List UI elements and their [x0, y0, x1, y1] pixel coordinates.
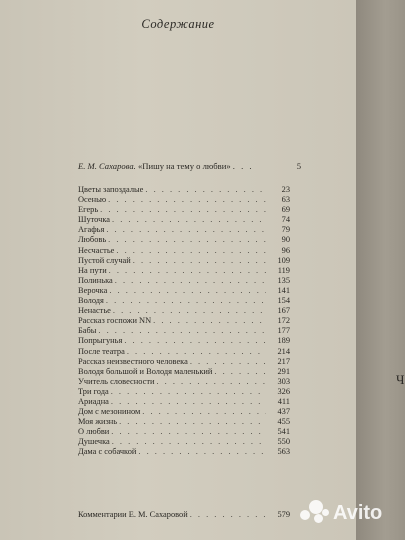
- toc-entry-page: 69: [281, 205, 290, 215]
- toc-entry-title: Володя: [78, 296, 104, 306]
- table-of-contents: [78, 185, 290, 458]
- avito-watermark: [300, 500, 382, 526]
- toc-entry-page: 167: [277, 306, 290, 316]
- toc-entry: [78, 195, 290, 205]
- toc-entry: [78, 215, 290, 225]
- toc-entry: [78, 205, 290, 215]
- toc-entry: [78, 246, 290, 256]
- toc-entry: [78, 316, 290, 326]
- leader-dots: [112, 215, 266, 225]
- toc-entry-title: Шуточка: [78, 215, 111, 225]
- page-title: Содержание: [141, 17, 215, 31]
- toc-entry-title: Душечка: [78, 437, 110, 447]
- toc-entry-page: 141: [277, 285, 290, 295]
- leader-dots: [119, 417, 266, 427]
- toc-entry-page: 109: [277, 255, 290, 265]
- leader-dots: [142, 407, 266, 417]
- leader-dots: [109, 266, 266, 276]
- leader-dots: [190, 357, 266, 367]
- toc-entry: [78, 417, 290, 427]
- toc-entry-page: 74: [281, 215, 290, 225]
- intro-entry: Е. М. Сахарова. «Пишу на тему о любви» . . .: [78, 161, 254, 171]
- toc-entry-page: 172: [277, 316, 290, 326]
- leader-dots: [106, 296, 266, 306]
- leader-dots: [190, 510, 266, 519]
- intro-text: «Пишу на тему о любви»: [137, 161, 231, 171]
- leader-dots: [116, 246, 266, 256]
- toc-entry-page: 291: [277, 366, 290, 376]
- toc-entry: [78, 377, 290, 387]
- leader-dots: [100, 205, 266, 215]
- toc-entry-title: Любовь: [78, 235, 107, 245]
- toc-entry-page: 63: [281, 195, 290, 205]
- leader-dots: [108, 235, 266, 245]
- toc-entry-page: 550: [277, 437, 290, 447]
- toc-entry-title: Пустой случай: [78, 255, 131, 265]
- leader-dots: [115, 276, 266, 286]
- toc-entry: [78, 306, 290, 316]
- toc-entry-page: 79: [281, 225, 290, 235]
- toc-entry-page: 214: [277, 346, 290, 356]
- toc-entry: [78, 185, 290, 195]
- leader-dots: [113, 306, 266, 316]
- toc-entry-title: После театра: [78, 346, 125, 356]
- leader-dots: [106, 225, 266, 235]
- toc-entry-page: 455: [277, 417, 290, 427]
- toc-entry-title: Бабы: [78, 326, 97, 336]
- leader-dots: [112, 437, 266, 447]
- toc-entry: [78, 447, 290, 457]
- toc-entry-page: 217: [277, 356, 290, 366]
- intro-page-number: 5: [296, 161, 301, 171]
- toc-entry-title: Рассказ неизвестного человека: [78, 356, 188, 366]
- toc-entry: [78, 347, 290, 357]
- toc-entry: [78, 427, 290, 437]
- toc-entry-page: 96: [281, 245, 290, 255]
- leader-dots: [108, 195, 266, 205]
- toc-entry-page: 189: [277, 336, 290, 346]
- toc-entry-page: 326: [277, 386, 290, 396]
- toc-entry: [78, 266, 290, 276]
- toc-entry-title: Три года: [78, 386, 109, 396]
- toc-entry-title: Дом с мезонином: [78, 407, 141, 417]
- toc-entry-title: Володя большой и Володя маленький: [78, 366, 213, 376]
- toc-entry-page: 90: [281, 235, 290, 245]
- toc-entry-title: Рассказ госпожи NN: [78, 316, 152, 326]
- next-page-letter: Ч: [396, 372, 405, 387]
- leader-dots: [124, 336, 266, 346]
- toc-entry-title: Попрыгунья: [78, 336, 123, 346]
- leader-dots: [111, 427, 266, 437]
- toc-entry: [78, 357, 290, 367]
- next-page-edge: [356, 0, 405, 540]
- toc-entry-title: Учитель словесности: [78, 376, 155, 386]
- toc-entry-page: 411: [277, 396, 290, 406]
- toc-entry-page: 541: [277, 427, 290, 437]
- leader-dots: [111, 387, 266, 397]
- toc-entry: [78, 286, 290, 296]
- toc-entry: [78, 387, 290, 397]
- toc-entry-title: Ариадна: [78, 396, 109, 406]
- toc-entry: [78, 407, 290, 417]
- commentary-page: 579: [277, 510, 290, 519]
- toc-entry: [78, 256, 290, 266]
- toc-entry-title: На пути: [78, 265, 107, 275]
- avito-logo-icon: [300, 500, 330, 526]
- leader-dots: [145, 185, 266, 195]
- toc-entry: [78, 235, 290, 245]
- toc-entry-title: Ненастье: [78, 306, 111, 316]
- toc-entry: [78, 336, 290, 346]
- leader-dots: [214, 367, 266, 377]
- toc-entry: [78, 437, 290, 447]
- toc-entry-page: 303: [277, 376, 290, 386]
- leader-dots: [156, 377, 266, 387]
- leader-dots: [109, 286, 266, 296]
- toc-entry-title: Осенью: [78, 195, 107, 205]
- toc-entry-title: Агафья: [78, 225, 105, 235]
- toc-entry-page: 437: [277, 407, 290, 417]
- leader-dots: [111, 397, 266, 407]
- toc-entry-page: 177: [277, 326, 290, 336]
- toc-entry-page: 23: [281, 185, 290, 194]
- leader-dots: [127, 347, 266, 357]
- toc-entry-title: О любви: [78, 427, 110, 437]
- watermark-text: Avito: [333, 501, 383, 524]
- toc-entry: [78, 326, 290, 336]
- toc-entry: [78, 276, 290, 286]
- toc-entry-title: Полинька: [78, 275, 113, 285]
- commentary-entry: [78, 510, 290, 519]
- toc-entry-title: Цветы запоздалые: [78, 185, 144, 194]
- commentary-title: Комментарии Е. М. Сахаровой: [78, 510, 188, 519]
- toc-entry-page: 119: [277, 265, 290, 275]
- toc-entry: [78, 225, 290, 235]
- toc-entry-title: Дама с собачкой: [78, 447, 137, 457]
- toc-entry-title: Моя жизнь: [78, 417, 118, 427]
- intro-author: Е. М. Сахарова.: [78, 161, 136, 171]
- leader-dots: [98, 326, 266, 336]
- toc-entry-page: 135: [277, 275, 290, 285]
- leader-dots: [133, 256, 266, 266]
- toc-entry-title: Несчастье: [78, 245, 115, 255]
- toc-entry: [78, 397, 290, 407]
- toc-entry-title: Егерь: [78, 205, 99, 215]
- toc-entry: [78, 367, 290, 377]
- leader-dots: [153, 316, 266, 326]
- leader-dots: [138, 447, 266, 457]
- toc-entry-page: 563: [277, 447, 290, 457]
- toc-entry-title: Верочка: [78, 285, 108, 295]
- toc-entry-page: 154: [277, 296, 290, 306]
- toc-entry: [78, 296, 290, 306]
